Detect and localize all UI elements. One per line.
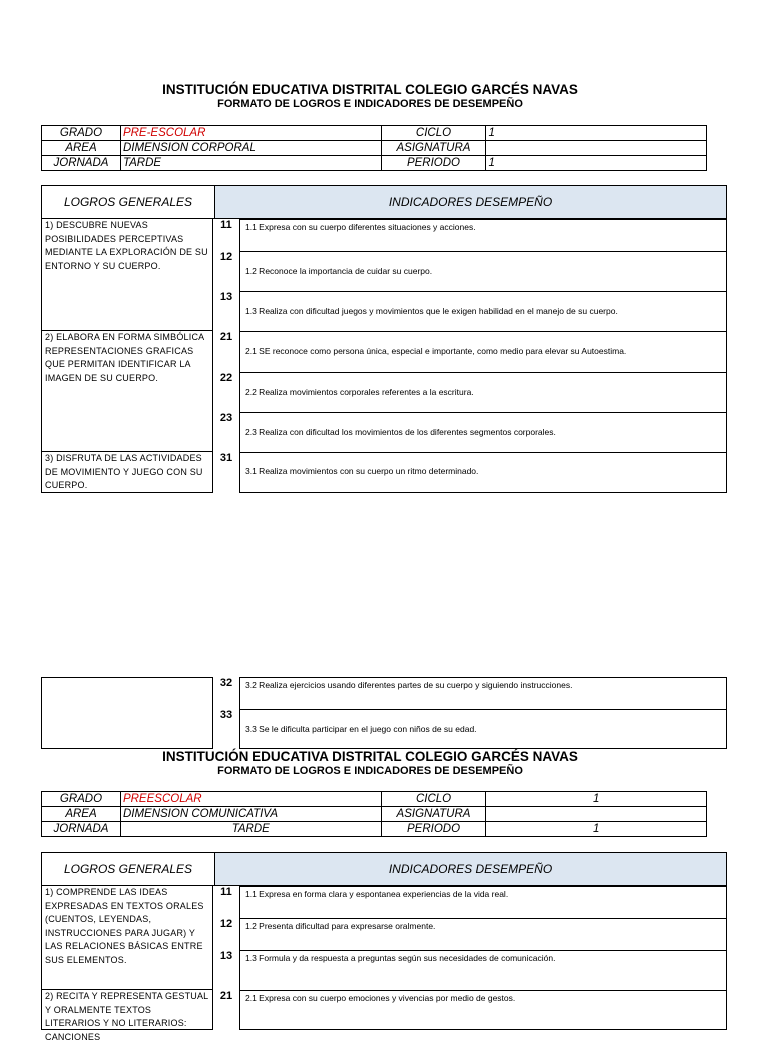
asignatura-label: ASIGNATURA [381, 807, 486, 822]
form-subtitle: FORMATO DE LOGROS E INDICADORES DE DESEMPEÑO [217, 98, 523, 110]
asignatura-label: ASIGNATURA [381, 141, 486, 156]
indicator-row [240, 251, 727, 292]
jornada-label: JORNADA [42, 156, 121, 171]
indicator-number: 13 [213, 950, 240, 990]
info-table [41, 125, 707, 171]
indicator-text: 2.1 Expresa con su cuerpo emociones y vivencias por medio de gestos. [245, 993, 516, 1003]
indicator-row [240, 918, 727, 951]
indicator-number: 32 [213, 677, 240, 709]
indicator-number: 22 [213, 372, 240, 412]
indicator-text: 1.3 Formula y da respuesta a preguntas según sus necesidades de comunicación. [245, 953, 556, 963]
ciclo-value: 1 [486, 792, 707, 807]
area-value: DIMENSION CORPORAL [120, 141, 381, 156]
form-subtitle: FORMATO DE LOGROS E INDICADORES DE DESEMPEÑO [217, 765, 523, 777]
indicator-row [240, 950, 727, 991]
ciclo-value: 1 [486, 126, 707, 141]
logros-header: LOGROS GENERALES [42, 853, 215, 885]
indicator-text: 1.1 Expresa con su cuerpo diferentes situaciones y acciones. [245, 222, 476, 232]
indicator-number: 31 [213, 452, 240, 493]
indicator-number: 21 [213, 990, 240, 1030]
indicator-text: 2.3 Realiza con dificultad los movimientos de los diferentes segmentos corporales. [245, 427, 556, 437]
indicator-number: 21 [213, 331, 240, 372]
indicator-number: 12 [213, 918, 240, 950]
indicadores-header: INDICADORES DESEMPEÑO [215, 186, 726, 218]
grado-value: PREESCOLAR [120, 792, 381, 807]
periodo-label: PERIODO [381, 822, 486, 837]
indicator-row [240, 886, 727, 919]
logro-item: 1) COMPRENDE LAS IDEAS EXPRESADAS EN TEXTOS ORALES (CUENTOS, LEYENDAS, INSTRUCCIONES PARA JUGAR) Y LAS RELACIONES BÁSICAS ENTRE SUS ELEMENTOS. [41, 886, 213, 990]
indicator-row [240, 412, 727, 453]
indicator-text: 3.3 Se le dificulta participar en el juego con niños de su edad. [245, 724, 477, 734]
indicadores-header: INDICADORES DESEMPEÑO [215, 853, 726, 885]
periodo-value: 1 [486, 822, 707, 837]
institution-title: INSTITUCIÓN EDUCATIVA DISTRITAL COLEGIO GARCÉS NAVAS [162, 82, 578, 97]
indicator-text: 2.1 SE reconoce como persona única, especial e importante, como medio para elevar su Autoestima. [245, 346, 627, 356]
indicator-row [240, 331, 727, 373]
periodo-value: 1 [486, 156, 707, 171]
periodo-label: PERIODO [381, 156, 486, 171]
indicator-text: 2.2 Realiza movimientos corporales referentes a la escritura. [245, 387, 474, 397]
indicator-row [240, 677, 727, 710]
indicator-text: 1.3 Realiza con dificultad juegos y movimientos que le exigen habilidad en el manejo de su cuerpo. [245, 306, 618, 316]
indicator-row [240, 990, 727, 1030]
logro-item: 2) ELABORA EN FORMA SIMBÓLICA REPRESENTACIONES GRAFICAS QUE PERMITAN IDENTIFICAR LA IMAGEN DE SU CUERPO. [41, 331, 213, 452]
logro-item: 2) RECITA Y REPRESENTA GESTUAL Y ORALMENTE TEXTOS LITERARIOS Y NO LITERARIOS: CANCIONES [41, 990, 213, 1030]
grado-value: PRE-ESCOLAR [120, 126, 381, 141]
logro-item: 1) DESCUBRE NUEVAS POSIBILIDADES PERCEPTIVAS MEDIANTE LA EXPLORACIÓN DE SU ENTORNO Y SU CUERPO. [41, 219, 213, 331]
indicator-row [240, 452, 727, 493]
logro-item: 3) DISFRUTA DE LAS ACTIVIDADES DE MOVIMIENTO Y JUEGO CON SU CUERPO. [41, 452, 213, 493]
indicator-number: 11 [213, 219, 240, 251]
ciclo-label: CICLO [381, 126, 486, 141]
indicator-number: 23 [213, 412, 240, 452]
info-table [41, 791, 707, 837]
indicator-text: 1.1 Expresa en forma clara y espontanea experiencias de la vida real. [245, 889, 509, 899]
indicator-row [240, 291, 727, 332]
grado-label: GRADO [42, 126, 121, 141]
indicator-text: 1.2 Presenta dificultad para expresarse oralmente. [245, 921, 436, 931]
area-label: AREA [42, 807, 121, 822]
indicator-number: 13 [213, 291, 240, 331]
table-header [41, 185, 727, 219]
ciclo-label: CICLO [381, 792, 486, 807]
asignatura-value [486, 141, 707, 156]
logros-header: LOGROS GENERALES [42, 186, 215, 218]
indicator-text: 1.2 Reconoce la importancia de cuidar su cuerpo. [245, 266, 433, 276]
grado-label: GRADO [42, 792, 121, 807]
indicator-row [240, 219, 727, 252]
jornada-value: TARDE [120, 156, 381, 171]
indicator-text: 3.1 Realiza movimientos con su cuerpo un ritmo determinado. [245, 466, 479, 476]
asignatura-value [486, 807, 707, 822]
institution-title: INSTITUCIÓN EDUCATIVA DISTRITAL COLEGIO GARCÉS NAVAS [162, 749, 578, 764]
logro-item-continued [41, 677, 213, 749]
table-header [41, 852, 727, 886]
area-label: AREA [42, 141, 121, 156]
jornada-label: JORNADA [42, 822, 121, 837]
indicator-row [240, 372, 727, 413]
indicator-number: 12 [213, 251, 240, 291]
area-value: DIMENSION COMUNICATIVA [120, 807, 381, 822]
indicator-text: 3.2 Realiza ejercicios usando diferentes partes de su cuerpo y siguiendo instrucciones. [245, 680, 573, 690]
jornada-value: TARDE [120, 822, 381, 837]
indicator-number: 33 [213, 709, 240, 749]
indicator-number: 11 [213, 886, 240, 918]
indicator-row [240, 709, 727, 749]
